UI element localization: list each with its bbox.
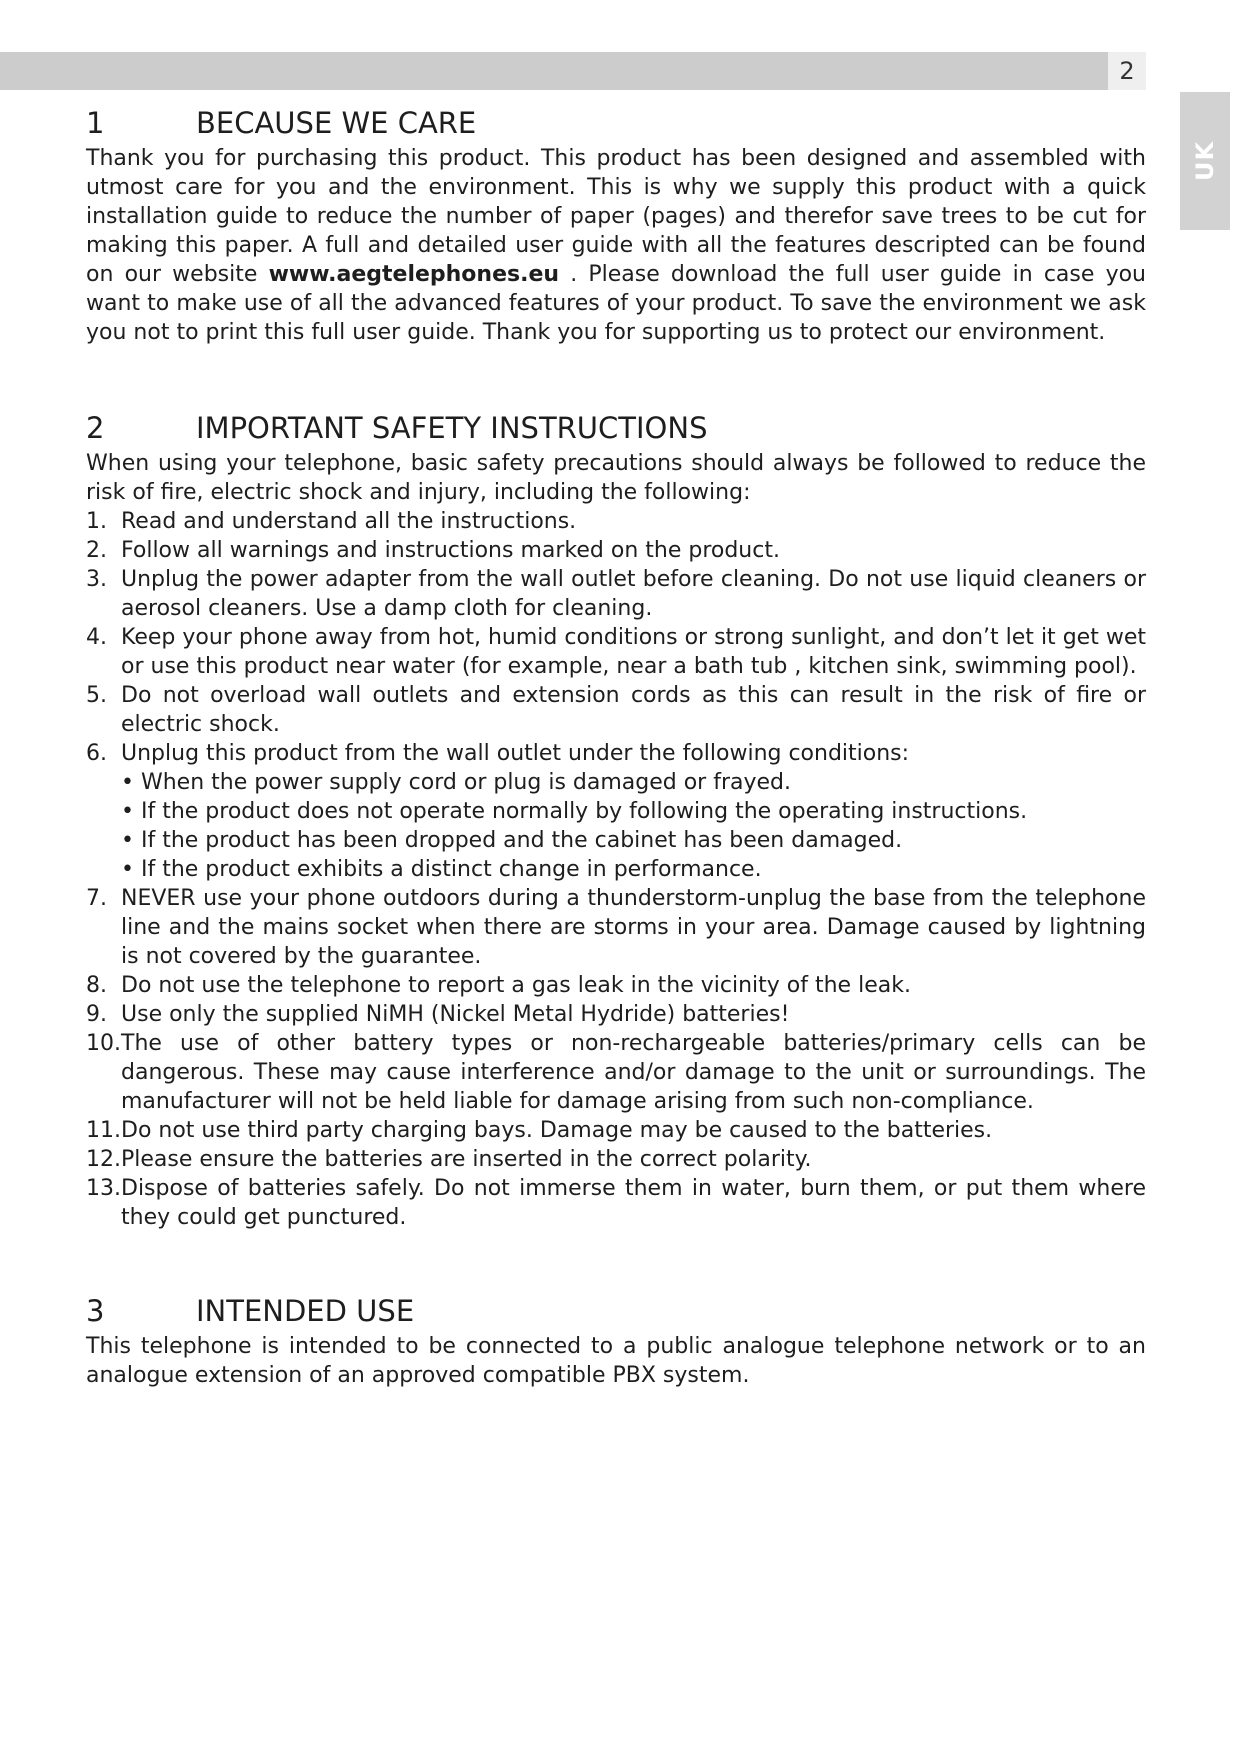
list-item: 4. Keep your phone away from hot, humid conditions or strong sunlight, and don’t let it get wet or use this product near water (for example, near a bath tub , kitchen sink, swimming pool).: [86, 625, 1146, 679]
body-text-a: Thank you for purchasing this product. This product has been designed and assembled with utmost care for you and the environment. This is why we supply this product with a quick installation guide to reduce the number of paper (pages) and therefor save trees to be cut for making this paper. A full and detailed user guide with all the features descripted can be found on our website: [86, 146, 1146, 287]
section-heading: [86, 1292, 1146, 1330]
list-item: 6. Unplug this product from the wall outlet under the following conditions: • When the power supply cord or plug is damaged or frayed. • If the product does not operate normally by following the operating instructions. • If the product has been dropped and the cabinet has been damaged. • If the product exhibits a distinct change in performance.: [86, 739, 1146, 884]
list-item: 13. Dispose of batteries safely. Do not immerse them in water, burn them, or put them where they could get punctured.: [86, 1176, 1146, 1230]
list-item: 9. Use only the supplied NiMH (Nickel Metal Hydride) batteries!: [86, 1002, 790, 1027]
section-heading: [86, 409, 1146, 447]
list-item: 1. Read and understand all the instructions.: [86, 509, 577, 534]
list-item: 12. Please ensure the batteries are inserted in the correct polarity.: [86, 1147, 812, 1172]
list-item: 8. Do not use the telephone to report a gas leak in the vicinity of the leak.: [86, 973, 911, 998]
section-safety-instructions: [86, 409, 1146, 1232]
page-number: 2: [1108, 52, 1146, 90]
list-item: 5. Do not overload wall outlets and extension cords as this can result in the risk of fire or electric shock.: [86, 683, 1146, 737]
website-link[interactable]: www.aegtelephones.eu: [268, 262, 560, 287]
section-title: IMPORTANT SAFETY INSTRUCTIONS: [196, 411, 708, 445]
sub-bullet: • If the product exhibits a distinct change in performance.: [121, 857, 762, 882]
body-text-b: . Please download the full user guide in case you want to make use of all the advanced features of your product. To save the environment we ask you not to print this full user guide. Thank you for supporting us to protect our environment.: [86, 262, 1146, 345]
language-tab: [1180, 92, 1230, 230]
list-item: 7. NEVER use your phone outdoors during a thunderstorm-unplug the base from the telephone line and the mains socket when there are storms in your area. Damage caused by lightning is not covered by the guarantee.: [86, 886, 1146, 969]
header-bar: [0, 52, 1108, 90]
section-body: [86, 144, 1146, 347]
list-item-text: Unplug this product from the wall outlet under the following conditions: • When the power supply cord or plug is damaged or frayed. • If the product does not operate normally by following the operating instructions. • If the product has been dropped and the cabinet has been damaged. • If the product exhibits a distinct change in performance.: [121, 739, 1146, 884]
section-number: 3: [86, 1294, 105, 1328]
section-intro: When using your telephone, basic safety precautions should always be followed to reduce the risk of fire, electric shock and injury, including the following:: [86, 451, 1146, 505]
section-number: 2: [86, 411, 105, 445]
page-content: [86, 104, 1146, 1390]
section-heading: [86, 104, 1146, 142]
sub-bullet: • When the power supply cord or plug is damaged or frayed.: [121, 770, 792, 795]
language-tab-label: UK: [1191, 140, 1219, 182]
list-item: 10. The use of other battery types or non-rechargeable batteries/primary cells can be dangerous. These may cause interference and/or damage to the unit or surroundings. The manufacturer will not be held liable for damage arising from such non-compliance.: [86, 1031, 1146, 1114]
section-number: 1: [86, 106, 105, 140]
sub-bullet: • If the product has been dropped and the cabinet has been damaged.: [121, 828, 903, 853]
section-title: INTENDED USE: [196, 1294, 415, 1328]
list-item: 11. Do not use third party charging bays. Damage may be caused to the batteries.: [86, 1118, 993, 1143]
section-because-we-care: [86, 104, 1146, 347]
safety-list: [86, 507, 1146, 1232]
list-item: 2. Follow all warnings and instructions marked on the product.: [86, 538, 780, 563]
section-body: This telephone is intended to be connected to a public analogue telephone network or to an analogue extension of an approved compatible PBX system.: [86, 1334, 1146, 1388]
sub-bullet: • If the product does not operate normally by following the operating instructions.: [121, 799, 1028, 824]
section-intended-use: [86, 1292, 1146, 1390]
list-item: 3. Unplug the power adapter from the wall outlet before cleaning. Do not use liquid cleaners or aerosol cleaners. Use a damp cloth for cleaning.: [86, 567, 1146, 621]
section-title: BECAUSE WE CARE: [196, 106, 477, 140]
